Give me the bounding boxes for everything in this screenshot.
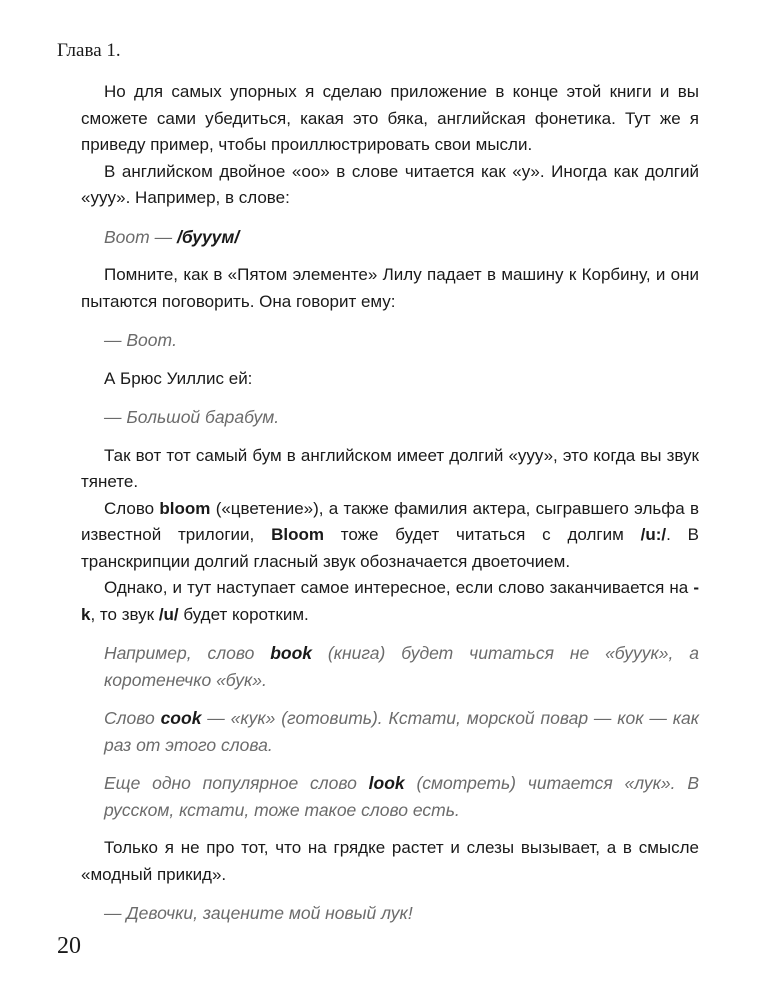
example-quote: Слово cook — «кук» (готовить). Кстати, морской повар — кок — как раз от этого слова.: [104, 708, 699, 755]
paragraph: Однако, и тут наступает самое интересное, если слово заканчивается на -k, то звук /u/ будет коротким.: [81, 578, 699, 624]
dialogue-line: — Девочки, зацените мой новый лук!: [104, 903, 413, 923]
paragraph: В английском двойное «оо» в слове читается как «у». Иногда как долгий «ууу». Например, в слове:: [81, 161, 699, 207]
example-quote: Еще одно популярное слово look (смотреть) читается «лук». В русском, кстати, тоже такое слово есть.: [104, 773, 699, 820]
paragraph: А Брюс Уиллис ей:: [104, 368, 253, 388]
example-quote: Boom — /бууум/: [104, 226, 240, 247]
page-body: [81, 79, 699, 927]
dialogue-line: — Большой барабум.: [104, 407, 280, 427]
paragraph: Так вот тот самый бум в английском имеет долгий «ууу», это когда вы звук тянете.: [81, 445, 699, 491]
example-quote: Например, слово book (книга) будет читаться не «бууук», а коротенечко «бук».: [104, 643, 700, 690]
paragraph: Помните, как в «Пятом элементе» Лилу падает в машину к Корбину, и они пытаются поговорить. Она говорит ему:: [81, 265, 699, 311]
paragraph: Только я не про тот, что на грядке растет и слезы вызывает, а в смысле «модный прикид».: [81, 838, 699, 884]
chapter-header: Глава 1.: [57, 40, 121, 61]
paragraph: Слово bloom («цветение»), а также фамилия актера, сыгравшего эльфа в известной трилогии, Bloom тоже будет читаться с долгим /u:/. В транскрипции долгий гласный звук обозначается двоеточием.: [81, 498, 699, 571]
paragraph: Но для самых упорных я сделаю приложение в конце этой книги и вы сможете сами убедиться, какая это бяка, английская фонетика. Тут же я приведу пример, чтобы проиллюстрировать свои мысли.: [81, 82, 699, 154]
page-number: 20: [57, 933, 81, 959]
dialogue-line: — Boom.: [104, 330, 177, 350]
